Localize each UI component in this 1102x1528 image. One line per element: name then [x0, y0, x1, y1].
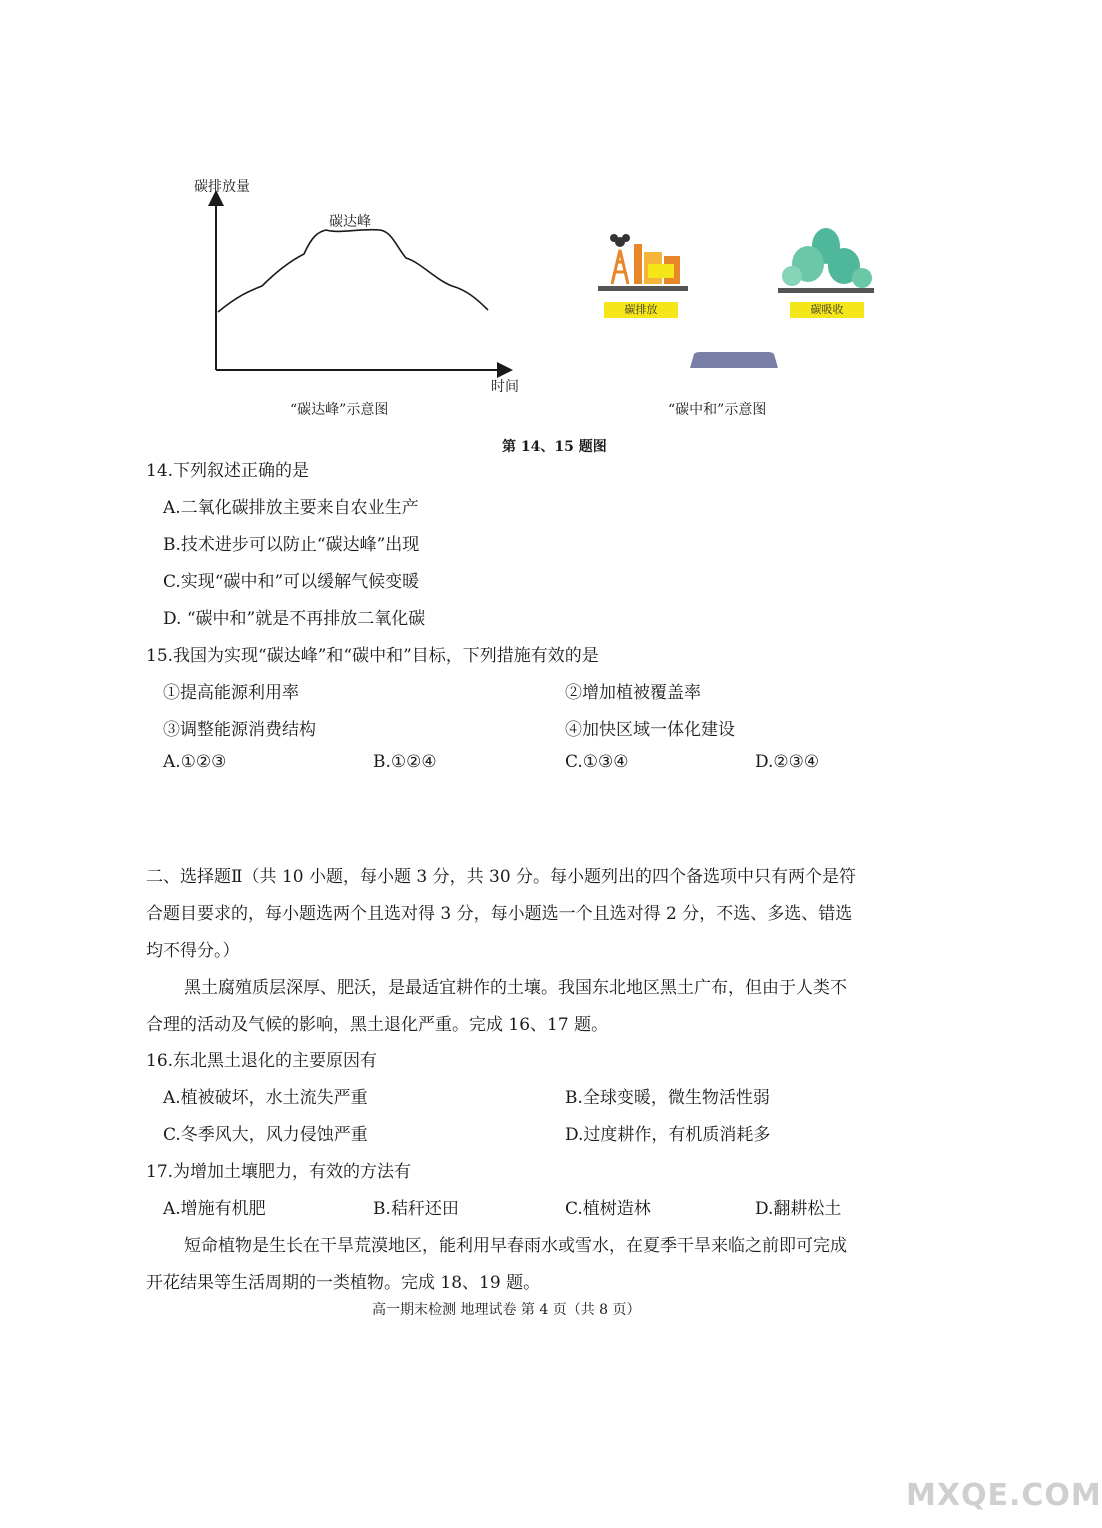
passage2-line2: 开花结果等生活周期的一类植物。完成 18、19 题。: [146, 1273, 541, 1293]
q14-option-a: A.二氧化碳排放主要来自农业生产: [163, 498, 419, 518]
forest-icon: [778, 226, 874, 296]
q15-option-a: A.①②③: [163, 752, 227, 772]
peak-chart-caption: “碳达峰”示意图: [290, 402, 389, 418]
q15-option-c: C.①③④: [565, 752, 629, 772]
q15-item-3: ③调整能源消费结构: [163, 720, 316, 740]
q14-option-c: C.实现“碳中和”可以缓解气候变暖: [163, 572, 420, 592]
carbon-emission-badge: 碳排放: [604, 302, 678, 318]
q14-stem: 14.下列叙述正确的是: [146, 461, 310, 481]
q17-option-a: A.增施有机肥: [163, 1199, 266, 1219]
q14-option-b: B.技术进步可以防止“碳达峰”出现: [163, 535, 420, 555]
carbon-absorption-badge: 碳吸收: [790, 302, 864, 318]
q16-option-b: B.全球变暖，微生物活性弱: [565, 1088, 770, 1108]
factory-icon: [598, 228, 688, 296]
passage1-line2: 合理的活动及气候的影响，黑土退化严重。完成 16、17 题。: [146, 1015, 609, 1035]
q16-option-d: D.过度耕作，有机质消耗多: [565, 1125, 771, 1145]
q16-option-a: A.植被破坏，水土流失严重: [163, 1088, 368, 1108]
q17-option-c: C.植树造林: [565, 1199, 651, 1219]
peak-chart-xlabel: 时间: [491, 379, 519, 395]
q15-item-2: ②增加植被覆盖率: [565, 683, 701, 703]
peak-curve: [218, 230, 488, 312]
balance-beam: [682, 350, 786, 370]
q16-stem: 16.东北黑土退化的主要原因有: [146, 1051, 378, 1071]
figure-group-caption: 第 14、15 题图: [502, 439, 607, 455]
watermark: MXQE.COM: [906, 1478, 1102, 1513]
q17-option-b: B.秸秆还田: [373, 1199, 459, 1219]
peak-label: 碳达峰: [329, 214, 371, 230]
neutral-chart-caption: “碳中和”示意图: [668, 402, 767, 418]
passage1-line1: 黑土腐殖质层深厚、肥沃，是最适宜耕作的土壤。我国东北地区黑土广布，但由于人类不: [184, 978, 847, 998]
page-footer: 高一期末检测 地理试卷 第 4 页（共 8 页）: [372, 1302, 641, 1318]
section2-line1: 二、选择题Ⅱ（共 10 小题，每小题 3 分，共 30 分。每小题列出的四个备选项中只有两个是符: [146, 867, 857, 887]
q17-stem: 17.为增加土壤肥力，有效的方法有: [146, 1162, 412, 1182]
q14-option-d: D. “碳中和”就是不再排放二氧化碳: [163, 609, 426, 629]
q15-stem: 15.我国为实现“碳达峰”和“碳中和”目标，下列措施有效的是: [146, 646, 599, 666]
q16-option-c: C.冬季风大，风力侵蚀严重: [163, 1125, 368, 1145]
section2-line2: 合题目要求的，每小题选两个且选对得 3 分，每小题选一个且选对得 2 分，不选、多选、错选: [146, 904, 853, 924]
q15-item-1: ①提高能源利用率: [163, 683, 299, 703]
section2-line3: 均不得分。）: [146, 941, 240, 961]
q17-option-d: D.翻耕松土: [755, 1199, 842, 1219]
q15-option-b: B.①②④: [373, 752, 437, 772]
peak-chart-ylabel: 碳排放量: [194, 179, 250, 195]
passage2-line1: 短命植物是生长在干旱荒漠地区，能利用早春雨水或雪水，在夏季干旱来临之前即可完成: [184, 1236, 847, 1256]
q15-item-4: ④加快区域一体化建设: [565, 720, 735, 740]
q15-option-d: D.②③④: [755, 752, 820, 772]
peak-chart: [200, 190, 530, 390]
